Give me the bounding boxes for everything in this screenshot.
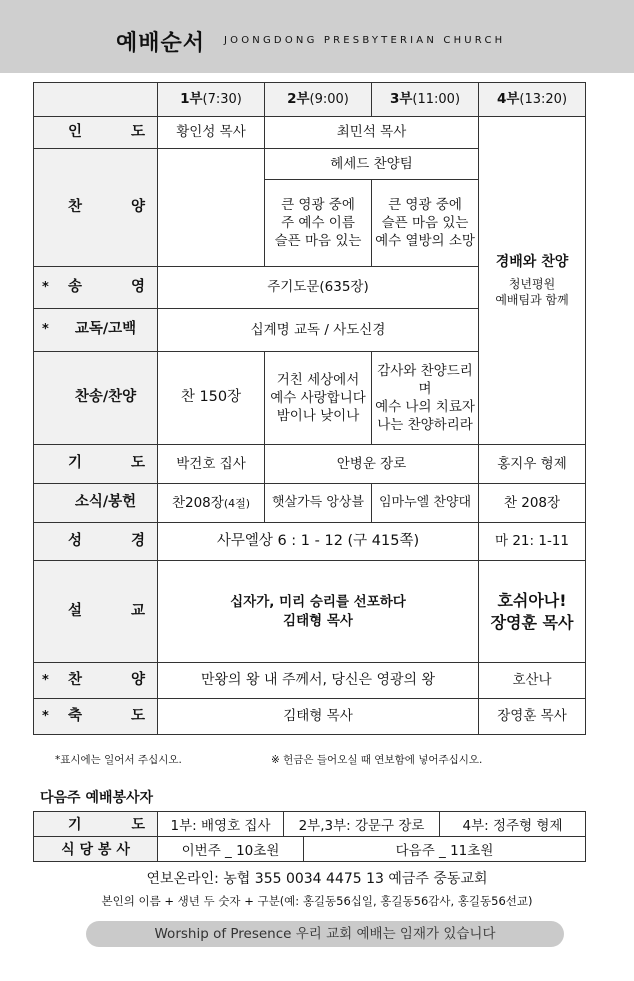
row-closing-hymn	[34, 663, 586, 699]
next-prayer-label: 기 도	[34, 812, 158, 837]
notes	[55, 752, 483, 767]
sermon-main	[158, 561, 479, 663]
note-stand: *표시에는 일어서 주십시오.	[55, 754, 182, 766]
praise-s3-songs: 큰 영광 중에 슬픈 마음 있는 예수 열방의 소망	[372, 180, 479, 267]
service-4-header: 4부(13:20)	[479, 83, 586, 117]
label-praise: 찬 양	[34, 149, 158, 267]
hymn-s3-songs: 감사와 찬양드리며 예수 나의 치료자 나는 찬양하리라	[372, 352, 479, 445]
row-prayer	[34, 445, 586, 484]
kitchen-next-week: 다음주 _ 11초원	[304, 837, 586, 862]
label-sermon: 설 교	[34, 561, 158, 663]
creed-text: 십계명 교독 / 사도신경	[158, 309, 479, 352]
label-hymn: 찬송/찬양	[34, 352, 158, 445]
sermon-preacher: 김태형 목사	[283, 612, 353, 629]
label-offering: 소식/봉헌	[34, 484, 158, 523]
row-benediction	[34, 699, 586, 735]
praise-s1	[158, 149, 265, 267]
praise-team: 헤세드 찬양팀	[265, 149, 479, 180]
scripture-s4: 마 21: 1-11	[479, 523, 586, 561]
next-week-title: 다음주 예배봉사자	[40, 790, 154, 806]
s4-praise-team: 청년평원	[508, 276, 556, 291]
next-prayer-row	[34, 812, 586, 837]
label-invocation: 인 도	[34, 117, 158, 149]
s4-praise-title: 경배와 찬양	[495, 253, 569, 270]
s4-praise-with: 예배팀과 함께	[495, 292, 569, 307]
note-offering: ※ 헌금은 들어오실 때 연보함에 넣어주십시오.	[271, 754, 483, 766]
label-prayer: 기 도	[34, 445, 158, 484]
invocation-s1: 황인성 목사	[158, 117, 265, 149]
offering-s3: 임마누엘 찬양대	[372, 484, 479, 523]
service-2-header: 2부(9:00)	[265, 83, 372, 117]
worship-order-table	[33, 82, 586, 735]
closing-hymn-s4: 호산나	[479, 663, 586, 699]
kitchen-this-week: 이번주 _ 10초원	[158, 837, 304, 862]
next-prayer-s4: 4부: 정주형 형제	[440, 812, 586, 837]
row-sermon	[34, 561, 586, 663]
doxology-text: 주기도문(635장)	[158, 267, 479, 309]
benediction-s123: 김태형 목사	[158, 699, 479, 735]
label-closing-hymn: * 찬 양	[34, 663, 158, 699]
sermon-s4-title: 호쉬아나!	[497, 590, 567, 610]
label-benediction: * 축 도	[34, 699, 158, 735]
header-bar	[0, 0, 634, 73]
service-header-row	[34, 83, 586, 117]
next-prayer-s23: 2부,3부: 강문구 장로	[284, 812, 440, 837]
service4-praise-block	[479, 117, 586, 445]
label-scripture: 성 경	[34, 523, 158, 561]
sermon-s4	[479, 561, 586, 663]
benediction-s4: 장영훈 목사	[479, 699, 586, 735]
label-doxology: * 송 영	[34, 267, 158, 309]
closing-hymn-s123: 만왕의 왕 내 주께서, 당신은 영광의 왕	[158, 663, 479, 699]
prayer-s23: 안병운 장로	[265, 445, 479, 484]
next-prayer-s1: 1부: 배영호 집사	[158, 812, 284, 837]
next-week-table	[33, 811, 586, 862]
label-creed: * 교독/고백	[34, 309, 158, 352]
hymn-s2-songs: 거친 세상에서 예수 사랑합니다 밤이나 낮이나	[265, 352, 372, 445]
praise-s2-songs: 큰 영광 중에 주 예수 이름 슬픈 마음 있는	[265, 180, 372, 267]
scripture-s123: 사무엘상 6 : 1 - 12 (구 415쪽)	[158, 523, 479, 561]
prayer-s1: 박건호 집사	[158, 445, 265, 484]
page-title: 예배순서	[116, 31, 206, 56]
offering-s2: 햇살가득 앙상블	[265, 484, 372, 523]
sermon-title: 십자가, 미리 승리를 선포하다	[230, 594, 406, 611]
offering-s1: 찬208장(4절)	[158, 484, 265, 523]
online-offering-info: 연보온라인: 농협 355 0034 4475 13 예금주 중동교회	[146, 871, 488, 887]
service-3-header: 3부(11:00)	[372, 83, 479, 117]
offering-s4: 찬 208장	[479, 484, 586, 523]
sermon-s4-preacher: 장영훈 목사	[490, 612, 574, 632]
next-kitchen-label: 식 당 봉 사	[34, 837, 158, 862]
row-offering	[34, 484, 586, 523]
row-invocation	[34, 117, 586, 149]
invocation-s23: 최민석 목사	[265, 117, 479, 149]
church-name: JOONGDONG PRESBYTERIAN CHURCH	[224, 35, 506, 46]
prayer-s4: 홍지우 형제	[479, 445, 586, 484]
offering-name-guide: 본인의 이름 + 생년 두 숫자 + 구분(예: 홍길동56십일, 홍길동56감사, 홍길동56선교)	[101, 894, 533, 908]
hymn-s1: 찬 150장	[158, 352, 265, 445]
next-kitchen-row	[34, 837, 586, 862]
row-scripture	[34, 523, 586, 561]
corner-cell	[34, 83, 158, 117]
footer-banner: Worship of Presence 우리 교회 예배는 임재가 있습니다	[86, 921, 564, 947]
service-1-header: 1부(7:30)	[158, 83, 265, 117]
